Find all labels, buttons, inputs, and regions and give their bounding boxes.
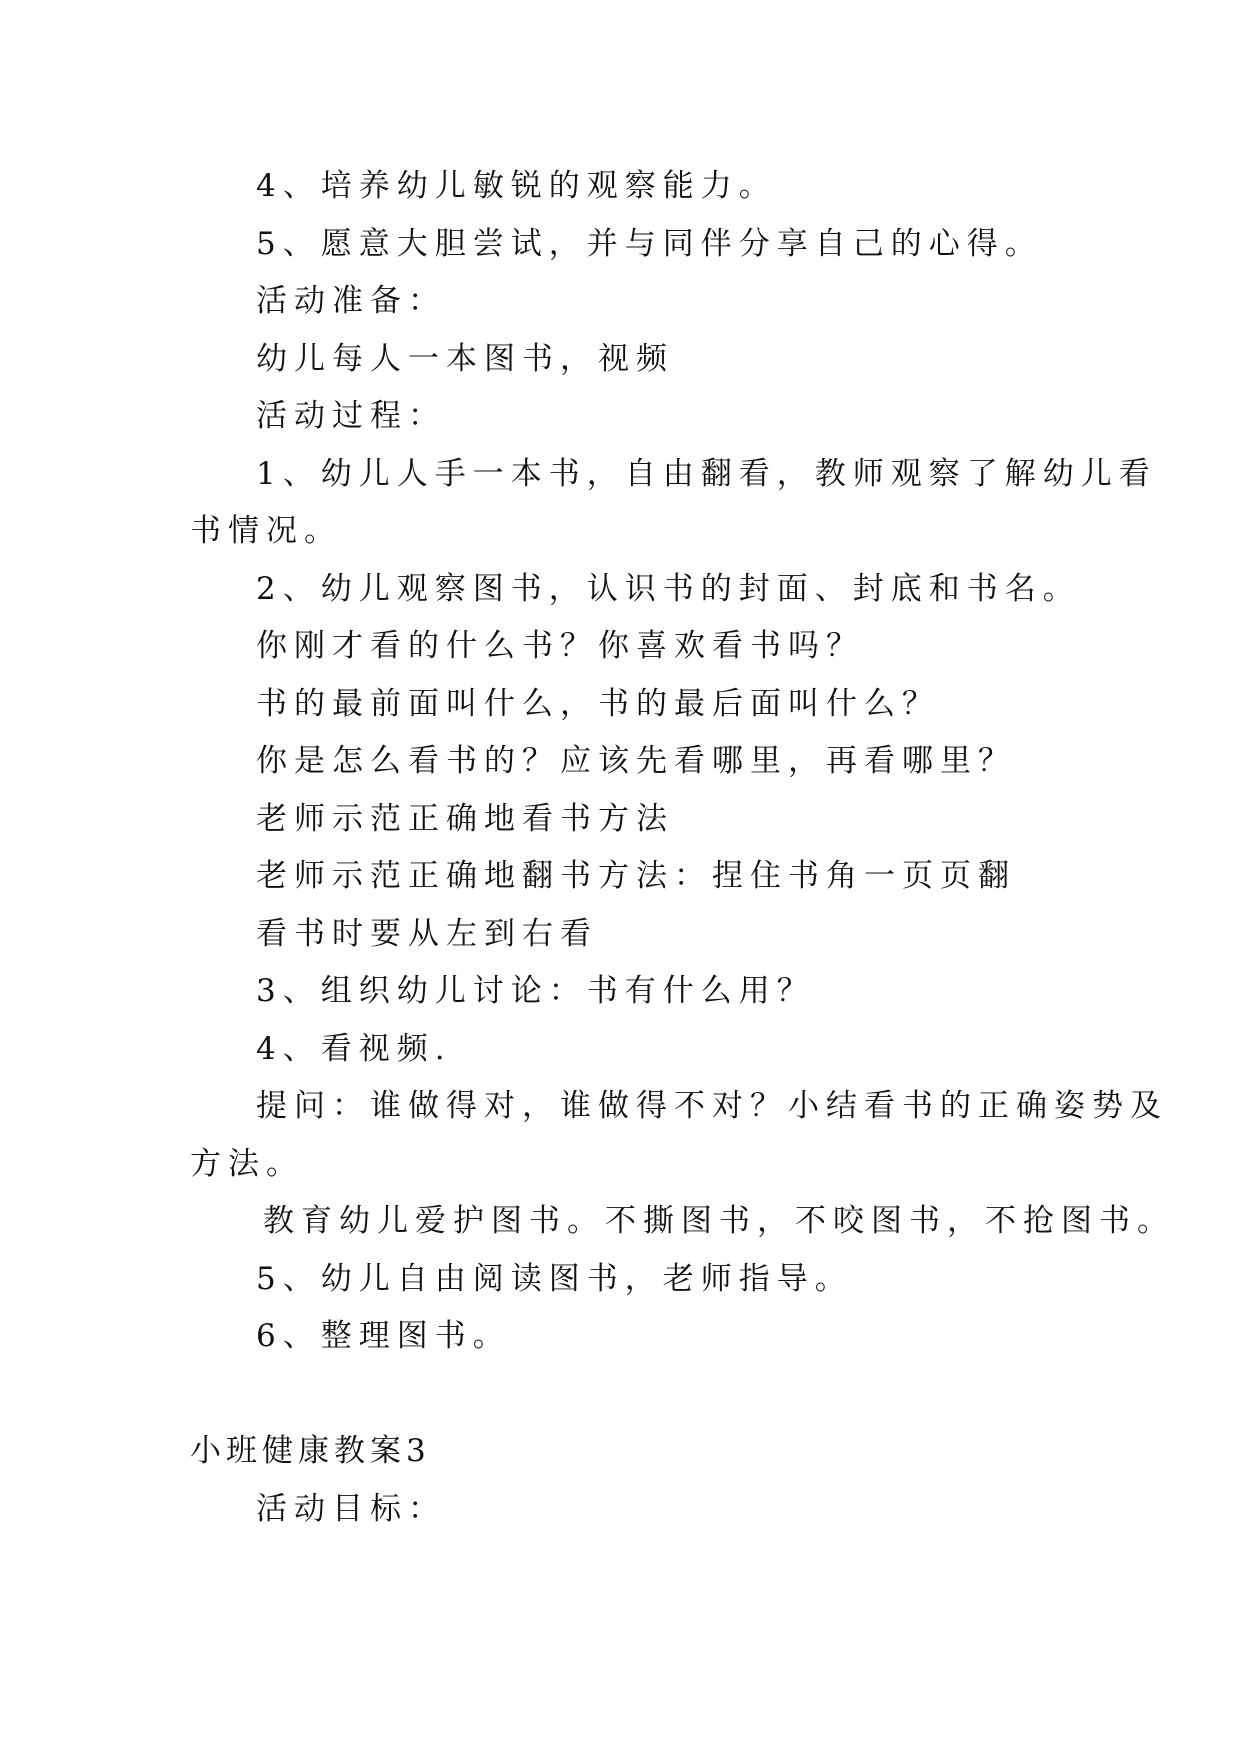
paragraph: 5、愿意大胆尝试，并与同伴分享自己的心得。 xyxy=(256,226,1043,262)
paragraph: 你是怎么看书的？应该先看哪里，再看哪里？ xyxy=(256,743,1016,779)
paragraph: 4、培养幼儿敏锐的观察能力。 xyxy=(256,168,777,204)
paragraph: 2、幼儿观察图书，认识书的封面、封底和书名。 xyxy=(256,571,1081,607)
paragraph: 看书时要从左到右看 xyxy=(256,916,598,952)
paragraph: 老师示范正确地看书方法 xyxy=(256,801,674,837)
section-label: 活动过程： xyxy=(256,398,446,434)
paragraph: 6、整理图书。 xyxy=(256,1318,511,1354)
section-label: 活动目标： xyxy=(256,1491,446,1527)
paragraph: 教育幼儿爱护图书。不撕图书，不咬图书，不抢图书。 xyxy=(263,1203,1175,1239)
section-heading: 小班健康教案3 xyxy=(190,1433,431,1469)
paragraph: 幼儿每人一本图书，视频 xyxy=(256,341,674,377)
section-label: 活动准备： xyxy=(256,283,446,319)
paragraph-continuation: 方法。 xyxy=(190,1146,304,1182)
paragraph: 4、看视频. xyxy=(256,1031,452,1067)
paragraph: 书的最前面叫什么，书的最后面叫什么？ xyxy=(256,686,940,722)
paragraph-continuation: 书情况。 xyxy=(190,513,342,549)
paragraph: 提问：谁做得对，谁做得不对？小结看书的正确姿势及 xyxy=(256,1088,1168,1124)
paragraph: 老师示范正确地翻书方法：捏住书角一页页翻 xyxy=(256,858,1016,894)
paragraph: 你刚才看的什么书？你喜欢看书吗？ xyxy=(256,628,864,664)
paragraph: 1、幼儿人手一本书，自由翻看，教师观察了解幼儿看 xyxy=(256,456,1157,492)
paragraph: 5、幼儿自由阅读图书，老师指导。 xyxy=(256,1261,853,1297)
paragraph: 3、组织幼儿讨论：书有什么用？ xyxy=(256,973,815,1009)
